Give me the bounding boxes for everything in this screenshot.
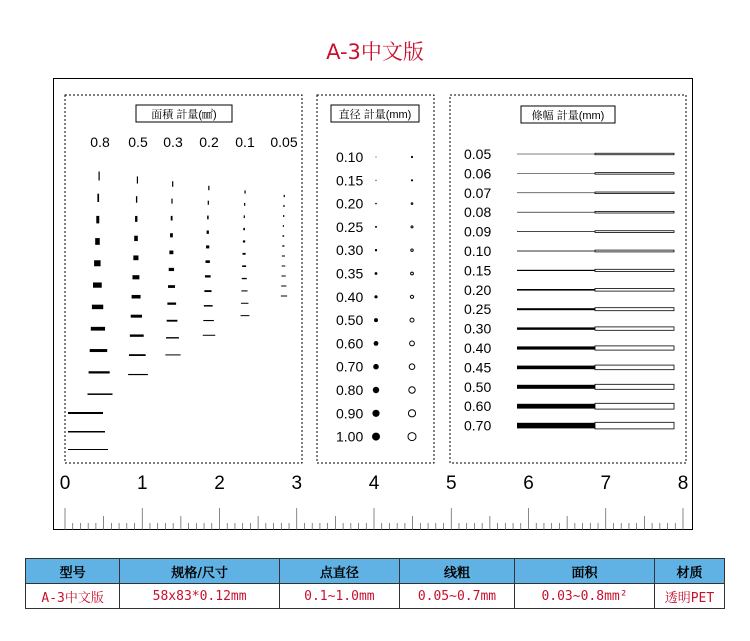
area-mark bbox=[283, 205, 284, 207]
dot-label-1.00: 1.00 bbox=[336, 428, 364, 445]
area-mark bbox=[172, 181, 173, 187]
header-dot-diameter: 点直径 bbox=[279, 559, 399, 584]
area-gauge-panel bbox=[65, 95, 302, 463]
area-mark bbox=[283, 225, 284, 227]
line-outline-0.30 bbox=[595, 327, 674, 330]
line-solid-0.50 bbox=[517, 385, 595, 389]
spec-table bbox=[25, 558, 725, 609]
line-outline-0.20 bbox=[595, 289, 674, 292]
area-label-0.2: 0.2 bbox=[199, 134, 219, 150]
area-label-0.3: 0.3 bbox=[163, 134, 183, 150]
area-mark bbox=[130, 334, 144, 336]
area-mark bbox=[284, 195, 285, 197]
area-mark bbox=[91, 327, 105, 331]
dot-filled-0.80 bbox=[373, 387, 379, 393]
value-dot-diameter: 0.1~1.0mm bbox=[279, 584, 399, 609]
dot-label-0.35: 0.35 bbox=[336, 265, 364, 282]
area-label-0.5: 0.5 bbox=[128, 134, 148, 150]
line-outline-0.45 bbox=[595, 365, 674, 370]
header-model: 型号 bbox=[26, 559, 120, 584]
spec-table-header-row bbox=[26, 559, 725, 584]
area-mark bbox=[242, 278, 247, 279]
line-outline-0.10 bbox=[595, 250, 674, 252]
line-solid-0.06 bbox=[517, 173, 595, 174]
dot-filled-0.50 bbox=[374, 318, 378, 322]
dot-label-0.70: 0.70 bbox=[336, 358, 364, 375]
header-size: 规格/尺寸 bbox=[120, 559, 280, 584]
line-outline-0.09 bbox=[595, 231, 674, 233]
dot-label-0.40: 0.40 bbox=[336, 288, 364, 305]
line-label-0.20: 0.20 bbox=[464, 281, 492, 298]
dot-ring-0.40 bbox=[410, 295, 413, 298]
gauge-card bbox=[53, 78, 693, 530]
area-mark bbox=[281, 296, 287, 297]
dot-ring-0.80 bbox=[409, 387, 415, 393]
area-label-0.1: 0.1 bbox=[235, 134, 255, 150]
area-mark bbox=[282, 255, 285, 256]
area-mark bbox=[95, 238, 100, 245]
dot-ring-0.70 bbox=[409, 364, 415, 370]
line-solid-0.30 bbox=[517, 327, 595, 329]
header-material: 材质 bbox=[654, 559, 724, 584]
line-solid-0.15 bbox=[517, 270, 595, 271]
area-mark bbox=[281, 276, 285, 277]
ruler-label-0: 0 bbox=[59, 473, 71, 494]
dot-label-0.90: 0.90 bbox=[336, 405, 364, 422]
area-mark bbox=[203, 320, 214, 321]
value-area: 0.03~0.8mm² bbox=[515, 584, 655, 609]
area-mark bbox=[171, 199, 172, 204]
dot-label-0.10: 0.10 bbox=[336, 149, 364, 165]
line-solid-0.09 bbox=[517, 231, 595, 232]
line-outline-0.50 bbox=[595, 384, 674, 389]
ruler-label-3: 3 bbox=[291, 473, 303, 494]
header-area: 面积 bbox=[515, 559, 655, 584]
spec-table-value-row bbox=[26, 584, 725, 609]
area-mark bbox=[205, 275, 211, 277]
area-mark bbox=[168, 285, 175, 288]
area-mark bbox=[244, 190, 245, 193]
dot-ring-0.25 bbox=[411, 226, 413, 228]
area-mark bbox=[243, 253, 246, 255]
area-mark bbox=[131, 315, 142, 318]
area-mark bbox=[94, 260, 100, 266]
dot-ring-0.30 bbox=[411, 249, 413, 251]
area-mark bbox=[92, 305, 103, 310]
ruler-label-7: 7 bbox=[600, 473, 612, 494]
area-mark bbox=[170, 233, 173, 237]
line-solid-0.25 bbox=[517, 308, 595, 310]
area-mark bbox=[171, 216, 173, 221]
line-label-0.05: 0.05 bbox=[464, 146, 492, 162]
gauge-card-graphics bbox=[54, 79, 694, 531]
area-mark bbox=[132, 275, 139, 279]
area-mark bbox=[68, 412, 103, 414]
area-mark bbox=[68, 431, 105, 433]
area-mark bbox=[282, 245, 284, 246]
area-mark bbox=[169, 251, 173, 255]
area-mark bbox=[137, 176, 138, 183]
area-mark bbox=[93, 282, 102, 287]
line-label-0.60: 0.60 bbox=[464, 398, 492, 415]
area-mark bbox=[166, 337, 179, 338]
ruler-label-2: 2 bbox=[214, 473, 225, 494]
line-outline-0.05 bbox=[595, 153, 674, 155]
area-mark bbox=[242, 265, 246, 267]
area-mark bbox=[203, 335, 216, 336]
value-model: A-3中文版 bbox=[26, 584, 120, 609]
area-mark bbox=[241, 315, 250, 316]
line-solid-0.08 bbox=[517, 212, 595, 213]
line-outline-0.07 bbox=[595, 192, 674, 194]
line-gauge-title: 條幅 計量(mm) bbox=[531, 110, 605, 122]
area-mark bbox=[68, 449, 108, 450]
line-solid-0.10 bbox=[517, 251, 595, 252]
area-mark bbox=[204, 305, 213, 307]
area-mark bbox=[243, 228, 245, 230]
line-outline-0.25 bbox=[595, 308, 674, 311]
dot-label-0.30: 0.30 bbox=[336, 242, 364, 259]
area-mark bbox=[134, 236, 138, 241]
line-label-0.70: 0.70 bbox=[464, 417, 492, 434]
line-label-0.15: 0.15 bbox=[464, 262, 492, 279]
dot-ring-0.20 bbox=[411, 203, 413, 205]
area-mark bbox=[207, 216, 208, 220]
dot-gauge-panel bbox=[317, 95, 434, 463]
line-solid-0.20 bbox=[517, 289, 595, 291]
area-mark bbox=[283, 235, 285, 237]
area-mark bbox=[207, 230, 209, 233]
area-mark bbox=[132, 295, 141, 299]
line-label-0.09: 0.09 bbox=[464, 223, 492, 240]
dot-ring-0.15 bbox=[411, 180, 412, 181]
area-mark bbox=[206, 245, 209, 248]
dot-filled-0.20 bbox=[375, 203, 377, 205]
dot-label-0.60: 0.60 bbox=[336, 335, 364, 352]
ruler-label-6: 6 bbox=[523, 473, 534, 494]
ruler-label-8: 8 bbox=[677, 473, 689, 494]
dot-label-0.50: 0.50 bbox=[336, 312, 364, 329]
area-mark bbox=[88, 393, 113, 395]
dot-label-0.20: 0.20 bbox=[336, 195, 364, 212]
dot-label-0.25: 0.25 bbox=[336, 218, 364, 235]
dot-ring-0.10 bbox=[411, 156, 412, 157]
dot-filled-0.40 bbox=[374, 295, 377, 298]
area-mark bbox=[129, 354, 146, 356]
value-size: 58x83*0.12mm bbox=[120, 584, 280, 609]
area-mark bbox=[244, 215, 245, 218]
dot-filled-0.90 bbox=[372, 410, 379, 417]
line-solid-0.07 bbox=[517, 193, 595, 194]
line-solid-0.40 bbox=[517, 346, 595, 349]
line-outline-0.08 bbox=[595, 211, 674, 213]
line-label-0.40: 0.40 bbox=[464, 340, 492, 356]
area-mark bbox=[241, 303, 248, 304]
ruler-label-4: 4 bbox=[368, 473, 380, 494]
line-outline-0.15 bbox=[595, 269, 674, 271]
dot-ring-1.00 bbox=[408, 433, 416, 441]
ruler-label-5: 5 bbox=[445, 473, 457, 494]
area-mark bbox=[128, 374, 148, 375]
area-mark bbox=[99, 172, 100, 181]
area-mark bbox=[204, 290, 211, 292]
dot-filled-0.35 bbox=[375, 272, 378, 275]
area-mark bbox=[167, 320, 178, 322]
area-mark bbox=[208, 201, 209, 205]
line-solid-0.45 bbox=[517, 366, 595, 370]
area-mark bbox=[169, 268, 174, 271]
area-mark bbox=[165, 354, 180, 355]
line-outline-0.06 bbox=[595, 173, 674, 175]
area-gauge-title: 面積 計量(㎟) bbox=[151, 109, 217, 121]
dot-ring-0.90 bbox=[408, 410, 415, 417]
area-mark bbox=[208, 186, 209, 191]
page-title: A-3中文版 bbox=[326, 40, 424, 64]
dot-filled-0.70 bbox=[373, 364, 379, 370]
line-outline-0.40 bbox=[595, 346, 674, 350]
area-mark bbox=[243, 240, 245, 242]
dot-filled-1.00 bbox=[372, 433, 380, 441]
area-mark bbox=[241, 290, 247, 291]
line-solid-0.60 bbox=[517, 404, 595, 409]
line-label-0.08: 0.08 bbox=[464, 204, 492, 221]
line-label-0.10: 0.10 bbox=[464, 243, 492, 259]
dot-gauge-title: 直径 計量(mm) bbox=[338, 109, 412, 121]
line-label-0.50: 0.50 bbox=[464, 378, 492, 395]
line-label-0.45: 0.45 bbox=[464, 359, 492, 376]
line-solid-0.05 bbox=[517, 154, 595, 155]
line-label-0.06: 0.06 bbox=[464, 165, 492, 182]
area-mark bbox=[283, 215, 284, 217]
area-label-0.05: 0.05 bbox=[270, 134, 298, 150]
dot-ring-0.50 bbox=[410, 318, 414, 322]
area-mark bbox=[244, 203, 245, 206]
dot-filled-0.60 bbox=[374, 341, 379, 346]
dot-label-0.15: 0.15 bbox=[336, 172, 364, 189]
area-mark bbox=[135, 216, 137, 222]
area-mark bbox=[206, 260, 210, 263]
area-label-0.8: 0.8 bbox=[90, 134, 110, 150]
line-outline-0.70 bbox=[595, 422, 674, 429]
area-mark bbox=[167, 302, 176, 304]
dot-label-0.80: 0.80 bbox=[336, 382, 364, 398]
area-mark bbox=[281, 286, 286, 287]
area-mark bbox=[136, 196, 137, 203]
area-mark bbox=[282, 266, 286, 267]
dot-filled-0.25 bbox=[375, 226, 377, 228]
dot-ring-0.60 bbox=[410, 341, 415, 346]
line-label-0.07: 0.07 bbox=[464, 184, 492, 201]
line-outline-0.60 bbox=[595, 403, 674, 409]
area-mark bbox=[97, 194, 99, 202]
dot-filled-0.30 bbox=[375, 249, 377, 251]
value-line-width: 0.05~0.7mm bbox=[399, 584, 514, 609]
ruler-label-1: 1 bbox=[136, 473, 148, 494]
dot-filled-0.10 bbox=[376, 157, 377, 158]
line-solid-0.70 bbox=[517, 423, 595, 429]
area-mark bbox=[90, 349, 108, 352]
value-material: 透明PET bbox=[654, 584, 724, 609]
area-mark bbox=[89, 371, 110, 373]
line-label-0.25: 0.25 bbox=[464, 301, 492, 318]
dot-ring-0.35 bbox=[411, 272, 414, 275]
line-label-0.30: 0.30 bbox=[464, 320, 492, 337]
header-line-width: 线粗 bbox=[399, 559, 514, 584]
dot-filled-0.15 bbox=[375, 180, 376, 181]
area-mark bbox=[133, 255, 138, 260]
area-mark bbox=[96, 216, 99, 224]
